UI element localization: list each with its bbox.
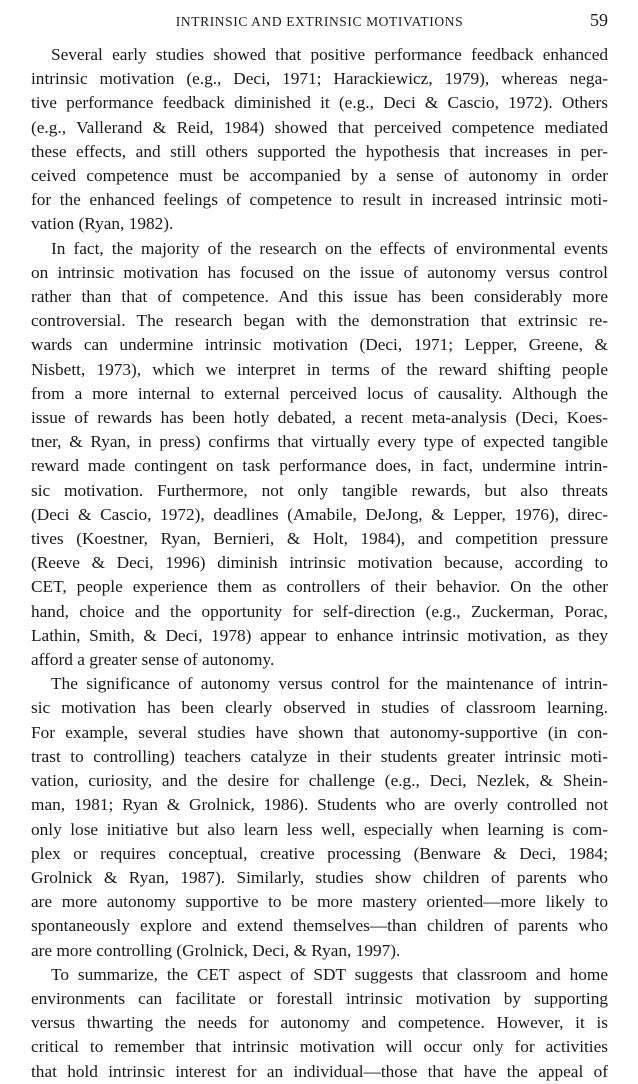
text-line: environments can facilitate or forestall intrinsic motivation by supporting: [31, 988, 608, 1008]
book-page: [31, 10, 608, 1084]
text-line: In fact, the majority of the research on the effects of environmental events: [51, 238, 608, 258]
text-line: issue of rewards has been hotly debated, a recent meta-analysis (Deci, Koes-: [31, 408, 608, 428]
paragraph: [31, 963, 608, 1084]
running-title: INTRINSIC AND EXTRINSIC MOTIVATIONS: [175, 14, 464, 29]
text-line: ceived competence must be accompanied by a sense of autonomy in order: [31, 166, 608, 186]
text-line: vation, curiosity, and the desire for challenge (e.g., Deci, Nezlek, & Shein-: [31, 771, 608, 791]
text-line: spontaneously explore and extend themselves—than children of parents who: [31, 916, 608, 936]
text-line: (e.g., Vallerand & Reid, 1984) showed that perceived competence mediated: [31, 117, 608, 137]
text-line: reward made contingent on task performance does, in fact, undermine intrin-: [31, 456, 608, 476]
page-number: 59: [590, 10, 608, 30]
text-line: on intrinsic motivation has focused on the issue of autonomy versus control: [31, 262, 608, 282]
text-line: versus thwarting the needs for autonomy and competence. However, it is: [31, 1013, 608, 1033]
text-line: Several early studies showed that positive performance feedback enhanced: [51, 45, 608, 64]
running-header: [31, 10, 608, 36]
text-line: critical to remember that intrinsic motivation will occur only for activities: [31, 1037, 608, 1057]
paragraph: [31, 672, 608, 962]
text-line: are more autonomy supportive to be more mastery oriented—more likely to: [31, 892, 608, 912]
text-line: controversial. The research began with the demonstration that extrinsic re-: [31, 311, 608, 331]
text-line: from a more internal to external perceived locus of causality. Although the: [31, 383, 608, 403]
text-line: vation (Ryan, 1982).: [31, 214, 174, 234]
text-line: that hold intrinsic interest for an individual—those that have the appeal of: [31, 1061, 608, 1081]
text-line: only lose initiative but also learn less well, especially when learning is com-: [31, 819, 608, 839]
text-line: Grolnick & Ryan, 1987). Similarly, studies show children of parents who: [31, 867, 608, 887]
text-line: rather than that of competence. And this issue has been considerably more: [31, 287, 608, 307]
text-line: for the enhanced feelings of competence to result in increased intrinsic moti-: [31, 190, 608, 210]
paragraph: [31, 43, 608, 237]
text-line: plex or requires conceptual, creative processing (Benware & Deci, 1984;: [31, 843, 608, 863]
text-line: these effects, and still others supported the hypothesis that increases in per-: [31, 141, 608, 161]
text-line: Nisbett, 1973), which we interpret in terms of the reward shifting people: [31, 359, 608, 379]
text-line: For example, several studies have shown that autonomy-supportive (in con-: [31, 722, 608, 742]
text-line: (Reeve & Deci, 1996) diminish intrinsic motivation because, according to: [31, 553, 608, 573]
text-line: afford a greater sense of autonomy.: [31, 650, 275, 670]
text-line: are more controlling (Grolnick, Deci, & Ryan, 1997).: [31, 940, 401, 960]
text-line: intrinsic motivation (e.g., Deci, 1971; Harackiewicz, 1979), whereas nega-: [31, 69, 608, 89]
text-line: hand, choice and the opportunity for self-direction (e.g., Zuckerman, Porac,: [31, 601, 608, 621]
text-line: trast to controlling) teachers catalyze in their students greater intrinsic moti-: [31, 746, 608, 766]
paragraph: [31, 237, 608, 673]
text-line: wards can undermine intrinsic motivation (Deci, 1971; Lepper, Greene, &: [31, 335, 608, 355]
text-line: CET, people experience them as controllers of their behavior. On the other: [31, 577, 608, 597]
text-line: tner, & Ryan, in press) confirms that virtually every type of expected tangible: [31, 432, 608, 452]
text-line: Lathin, Smith, & Deci, 1978) appear to enhance intrinsic motivation, as they: [31, 625, 608, 645]
text-line: sic motivation has been clearly observed in studies of classroom learning.: [31, 698, 608, 718]
text-line: sic motivation. Furthermore, not only tangible rewards, but also threats: [31, 480, 608, 500]
text-line: tive performance feedback diminished it (e.g., Deci & Cascio, 1972). Others: [31, 93, 608, 113]
text-line: The significance of autonomy versus control for the maintenance of intrin-: [51, 674, 608, 694]
text-line: (Deci & Cascio, 1972), deadlines (Amabile, DeJong, & Lepper, 1976), direc-: [31, 504, 608, 524]
body-text: [31, 43, 608, 1084]
text-line: man, 1981; Ryan & Grolnick, 1986). Students who are overly controlled not: [31, 795, 608, 815]
text-line: tives (Koestner, Ryan, Bernieri, & Holt, 1984), and competition pressure: [31, 529, 608, 549]
text-line: To summarize, the CET aspect of SDT suggests that classroom and home: [51, 964, 608, 984]
